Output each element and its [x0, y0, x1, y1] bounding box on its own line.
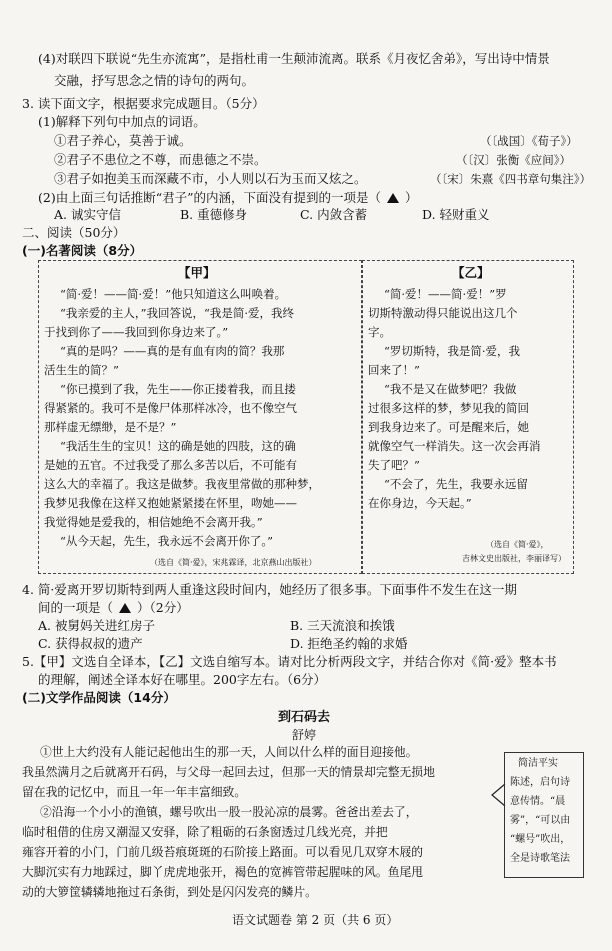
jia-line: “从今天起，先生，我永远不会离开你了。”	[60, 534, 274, 548]
q3-item-1-source: （〔战国〕《荀子》）	[480, 134, 578, 148]
q3-sub2: (2)由上面三句话推断“君子”的内涵，下面没有提到的一项是（ ）	[38, 190, 418, 205]
yi-line: “我不是又在做梦吧？我做	[384, 382, 517, 396]
yi-line: 到我身边来了。可是醒来后，她	[368, 420, 529, 434]
section2-part1-title: (一)名著阅读（8分）	[22, 243, 143, 258]
article-line: 临时租借的住房又潮湿又安驿，除了粗砺的石条窗透过几线光亮，并把	[22, 825, 388, 839]
q3-item-2-source: （〔汉〕张衡《应间》）	[456, 153, 571, 167]
jia-line: 是她的五官。不过我受了那么多苦以后，不可能有	[44, 458, 297, 472]
jia-line: 得紧紧的。我可不是像尸体那样冰冷，也不像空气	[44, 401, 297, 415]
q3-item-3: ③君子如抱美玉而深藏不市，小人则以石为玉而又炫之。	[54, 171, 367, 186]
q5-line2: 的理解，阐述全译本好在哪里。200字左右。（6分）	[38, 672, 327, 687]
q4b-option-b: B. 三天流浪和挨饿	[290, 618, 395, 633]
q3-option-a: A. 诚实守信	[54, 207, 121, 222]
jia-line: “我亲爱的主人，”我回答说，“我是简·爱，我终	[60, 306, 295, 320]
yi-line: 字。	[368, 325, 391, 339]
yi-source-1: （选自《简·爱》，	[486, 540, 549, 549]
q4b-option-d: D. 拒绝圣约翰的求婚	[290, 636, 408, 651]
jia-line: 那样虚无缥缈，是不是？”	[44, 420, 177, 434]
article-line: 我虽然满月之后就离开石码，与父母一起回去过，但那一天的情景却完整无损地	[22, 765, 435, 779]
q3-option-d: D. 轻财重义	[422, 207, 490, 222]
side-note-line: 雾”，“可以由	[510, 815, 571, 826]
jia-line: “真的是吗？——真的是有血有肉的简？我那	[60, 344, 285, 358]
q3-item-1: ①君子养心，莫善于诚。	[54, 133, 192, 148]
yi-line: “罗切斯特，我是简·爱，我	[384, 344, 521, 358]
article-line: 动的大箩筐辚辚地拖过石条街，到处是闪闪发亮的鳞片。	[22, 885, 317, 899]
q4b-option-c: C. 获得叔叔的遗产	[38, 636, 143, 651]
side-note-line: 全是诗歌笔法	[510, 853, 570, 864]
yi-label: 【乙】	[452, 265, 490, 280]
yi-line: 过很多这样的梦，梦见我的简回	[368, 401, 529, 415]
article-author: 舒婷	[292, 728, 317, 742]
yi-line: “简·爱！——简·爱！”罗	[384, 287, 507, 301]
q3-option-c: C. 内敛含蓄	[300, 207, 368, 222]
yi-line: “不会了，先生，我要永远留	[384, 477, 528, 491]
jia-line: 这么大的幸福了。我这是做梦。我夜里常做的那种梦，	[44, 477, 320, 491]
article-line: 大脚沉实有力地踩过，脚丫虎虎地张开，褐色的宽裤管带起腥味的风。鱼尾甩	[22, 865, 424, 879]
yi-line: 在你身边，今天起。”	[368, 496, 472, 510]
jia-line: “简·爱！——简·爱！”他只知道这么叫唤着。	[60, 287, 287, 301]
q3-item-3-source: （〔宋〕朱熹《四书章句集注》）	[430, 172, 591, 186]
yi-line: 切斯特激动得只能说出这几个	[368, 306, 518, 320]
yi-line: 回来了！”	[368, 363, 420, 377]
q4-line2: 交融，抒写思念之情的诗句的两句。	[54, 73, 255, 88]
side-note-line: “螺号”吹出，	[510, 834, 571, 845]
yi-line: 就像空气一样消失。这一次会再消	[368, 439, 541, 453]
jia-line: 我梦见我像在这样又抱她紧紧搂在怀里，吻她——	[44, 496, 297, 510]
q4b-line2: 间的一项是（ ）（2分）	[38, 600, 189, 615]
q4b-line1: 4. 简·爱离开罗切斯特到两人重逢这段时间内，她经历了很多事。下面事件不发生在这一期	[22, 582, 517, 597]
side-note-line: 意传情。“晨	[510, 796, 566, 807]
section2-part2-title: (二)文学作品阅读（14分）	[22, 690, 176, 705]
q3-option-b: B. 重德修身	[180, 207, 248, 222]
yi-line: 失了吧？”	[368, 458, 420, 472]
q3-title: 3. 读下面文字，根据要求完成题目。（5分）	[22, 96, 265, 111]
yi-source-2: 吉林文史出版社，李丽译写）	[462, 554, 566, 563]
q5-line1: 5.【甲】文选自全译本，【乙】文选自缩写本。请对比分析两段文字，并结合你对《简·爱》整本书	[22, 654, 557, 669]
jia-source: （选自《简·爱》，宋兆霖译，北京燕山出版社）	[150, 558, 317, 567]
jia-label: 【甲】	[178, 265, 216, 280]
section2-title: 二、阅读（50分）	[22, 225, 126, 240]
article-line: ①世上大约没有人能记起他出生的那一天，人间以什么样的面目迎接他。	[40, 745, 418, 759]
article-line: 雍容开着的小门，门前几级苔痕斑斑的石阶接上路面。可以看见几双穿木屐的	[22, 845, 424, 859]
answer-blank-triangle-icon	[119, 603, 131, 613]
q3-item-2: ②君子不患位之不尊，而患德之不崇。	[54, 152, 267, 167]
q4-line1: (4)对联四下联说“先生亦流寓”，是指杜甫一生颠沛流离。联系《月夜忆舍弟》，写出诗中情景	[38, 51, 550, 66]
side-note-line: 简洁平实	[518, 758, 558, 769]
jia-line: 活生生的简？”	[44, 363, 119, 377]
jia-line: 于找到你了——我回到你身边来了。”	[44, 325, 229, 339]
page-footer: 语文试题卷 第 2 页（共 6 页）	[232, 913, 399, 927]
article-line: ②沿海一个小小的渔镇，螺号吹出一股一股沁凉的晨雾。爸爸出差去了，	[40, 805, 418, 819]
article-line: 留在我的记忆中，而且一年一年丰富细致。	[22, 785, 247, 799]
jia-line: “你已摸到了我，先生——你正搂着我，而且搂	[60, 382, 296, 396]
q4b-option-a: A. 被舅妈关进红房子	[38, 618, 155, 633]
side-note-line: 陈述，启句诗	[510, 777, 570, 788]
jia-line: 我觉得她是爱我的，相信她绝不会离开我。”	[44, 515, 263, 529]
article-title: 到石码去	[278, 710, 331, 725]
q3-sub1: (1)解释下列句中加点的词语。	[38, 114, 206, 129]
answer-blank-triangle-icon	[387, 193, 399, 203]
jia-line: “我活生生的宝贝！这的确是她的四肢，这的确	[60, 439, 296, 453]
